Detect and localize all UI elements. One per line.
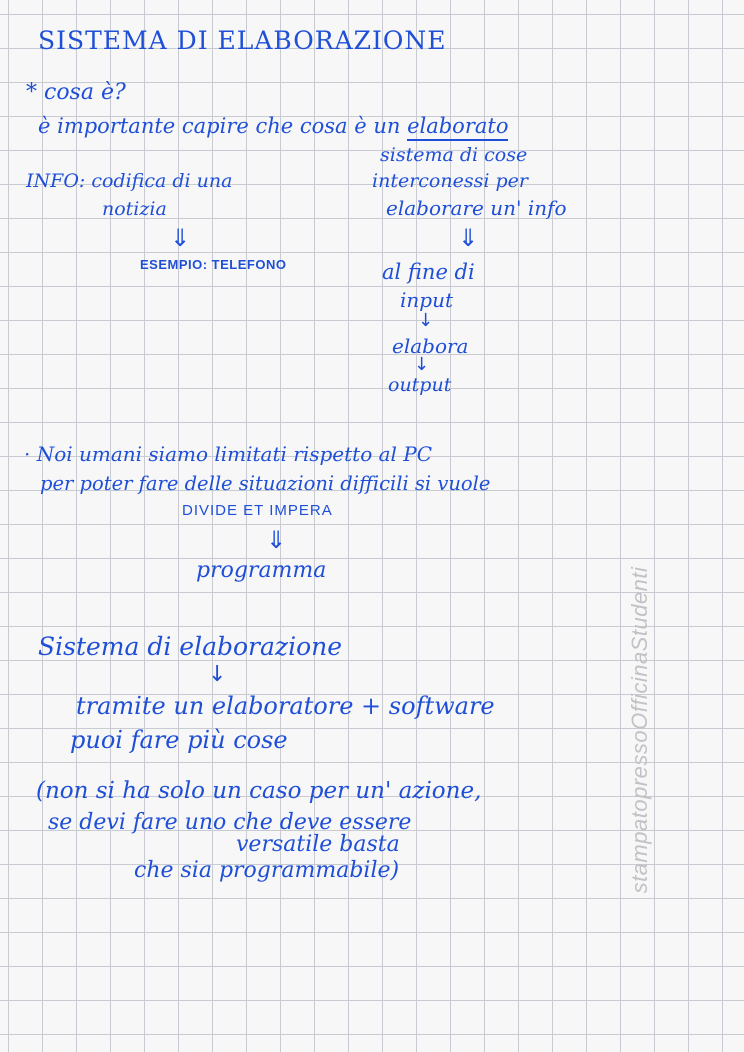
system-definition-1: sistema di cose bbox=[380, 144, 528, 166]
question-line: * cosa è? bbox=[26, 80, 126, 105]
example-label: ESEMPIO: TELEFONO bbox=[140, 257, 287, 272]
down-arrow-icon: ↓ bbox=[418, 310, 434, 331]
divide-et-impera-label: DIVIDE ET IMPERA bbox=[182, 502, 333, 519]
importance-line bbox=[38, 116, 508, 137]
watermark: stampatopressoOfficinaStudenti bbox=[627, 566, 652, 894]
difficult-situations-line: per poter fare delle situazioni difficili si vuole bbox=[40, 472, 491, 495]
info-definition-2: notizia bbox=[102, 198, 167, 220]
humans-limited-line: · Noi umani siamo limitati rispetto al PC bbox=[24, 442, 433, 466]
note-line-1: (non si ha solo un caso per un' azione, bbox=[36, 778, 482, 804]
note-line-2: se devi fare uno che deve essere bbox=[48, 810, 412, 835]
down-double-arrow-icon: ⇓ bbox=[458, 224, 479, 252]
output-label: output bbox=[388, 374, 452, 396]
down-double-arrow-icon: ⇓ bbox=[170, 224, 191, 252]
down-arrow-icon: ↓ bbox=[208, 662, 227, 687]
elabora-label: elabora bbox=[392, 334, 469, 358]
programma-label: programma bbox=[196, 558, 327, 583]
note-title: SISTEMA DI ELABORAZIONE bbox=[38, 26, 447, 55]
elaborato-word: elaborato bbox=[407, 114, 508, 141]
down-arrow-icon: ↓ bbox=[414, 354, 430, 375]
input-label: input bbox=[400, 288, 453, 312]
elaboration-system-heading: Sistema di elaborazione bbox=[38, 632, 343, 661]
via-computer-software-line: tramite un elaboratore + software bbox=[76, 692, 495, 720]
do-more-things-line: puoi fare più cose bbox=[70, 726, 288, 754]
al-fine-label: al fine di bbox=[382, 260, 475, 284]
note-line-4: che sia programmabile) bbox=[134, 858, 400, 883]
system-definition-3: elaborare un' info bbox=[386, 196, 567, 220]
note-line-3: versatile basta bbox=[236, 832, 400, 857]
info-definition-1: INFO: codifica di una bbox=[26, 170, 233, 192]
system-definition-2: interconessi per bbox=[372, 170, 528, 192]
importance-text: è importante capire che cosa è un bbox=[38, 114, 401, 138]
down-double-arrow-icon: ⇓ bbox=[266, 526, 287, 554]
